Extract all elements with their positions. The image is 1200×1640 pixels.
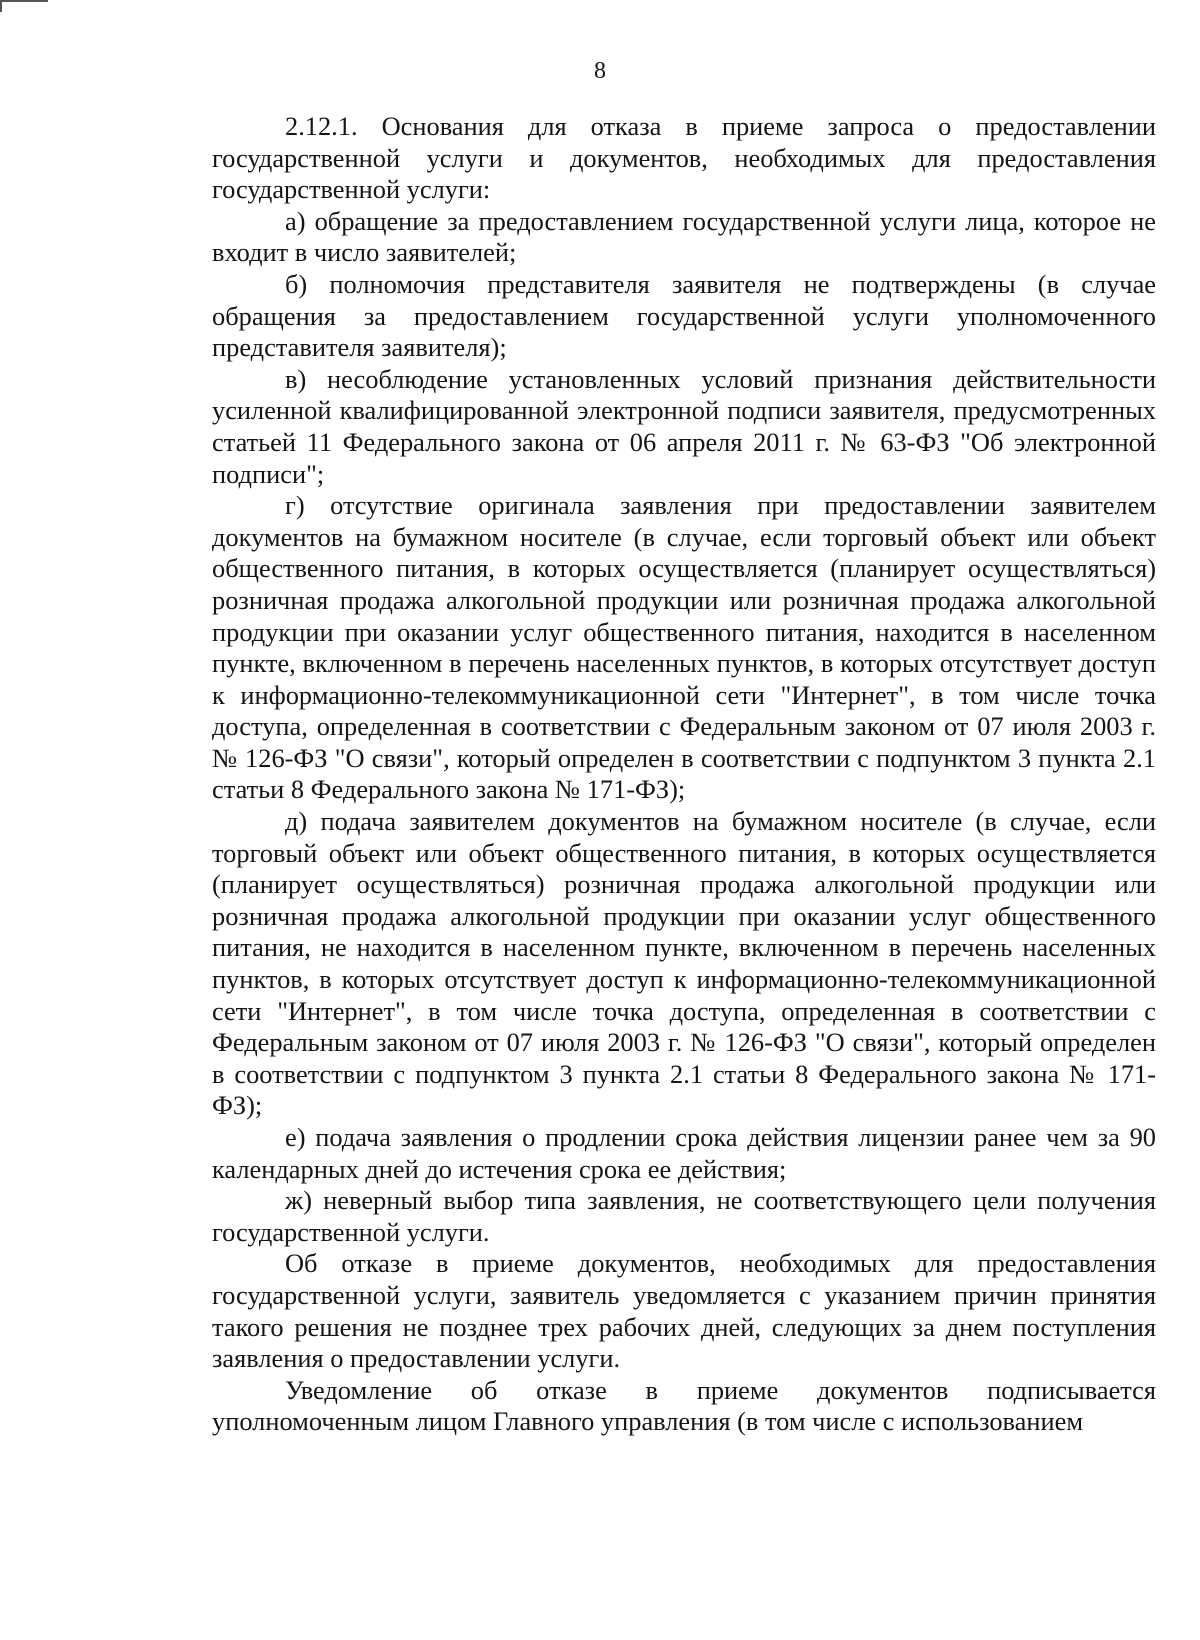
page-number: 8 <box>594 58 606 84</box>
paragraph-notification-signing: Уведомление об отказе в приеме документов подписывается уполномоченным лицом Главного управления (в том числе с использованием <box>212 1374 1156 1437</box>
scan-corner-mark <box>0 0 48 12</box>
paragraph-item-v: в) несоблюдение установленных условий признания действительности усиленной квалифицированной электронной подписи заявителя, предусмотренных статьей 11 Федерального закона от 06 апреля 2011 г. № 63-ФЗ "Об электронной подписи"; <box>212 363 1156 489</box>
paragraph-item-zh: ж) неверный выбор типа заявления, не соответствующего цели получения государственной услуги. <box>212 1185 1156 1247</box>
paragraph-refusal-notice: Об отказе в приеме документов, необходимых для предоставления государственной услуги, заявитель уведомляется с указанием причин принятия такого решения не позднее трех рабочих дней, следующих за днем поступления заявления о предоставлении услуги. <box>212 1248 1156 1374</box>
paragraph-2-12-1: 2.12.1. Основания для отказа в приеме запроса о предоставлении государственной услуги и документов, необходимых для предоставления государственной услуги: <box>212 111 1156 205</box>
paragraph-item-d: д) подача заявителем документов на бумажном носителе (в случае, если торговый объект или объект общественного питания, в которых осуществляется (планирует осуществляться) розничная продажа алкогольной продукции или розничная продажа алкогольной продукции при оказании услуг общественного питания, не находится в населенном пункте, включенном в перечень населенных пунктов, в которых отсутствует доступ к информационно-телекоммуникационной сети "Интернет", в том числе точка доступа, определенная в соответствии с Федеральным законом от 07 июля 2003 г. № 126-ФЗ "О связи", который определен в соответствии с подпунктом 3 пункта 2.1 статьи 8 Федерального закона № 171-ФЗ); <box>212 806 1156 1121</box>
paragraph-item-g: г) отсутствие оригинала заявления при предоставлении заявителем документов на бумажном носителе (в случае, если торговый объект или объект общественного питания, в которых осуществляется (планирует осуществляться) розничная продажа алкогольной продукции или розничная продажа алкогольной продукции при оказании услуг общественного питания, находится в населенном пункте, включенном в перечень населенных пунктов, в которых отсутствует доступ к информационно-телекоммуникационной сети "Интернет", в том числе точка доступа, определенная в соответствии с Федеральным законом от 07 июля 2003 г. № 126-ФЗ "О связи", который определен в соответствии с подпунктом 3 пункта 2.1 статьи 8 Федерального закона № 171-ФЗ); <box>212 490 1156 805</box>
paragraph-item-e: е) подача заявления о продлении срока действия лицензии ранее чем за 90 календарных дней до истечения срока ее действия; <box>212 1122 1156 1184</box>
paragraph-item-b: б) полномочия представителя заявителя не подтверждены (в случае обращения за предоставлением государственной услуги уполномоченного представителя заявителя); <box>212 268 1156 363</box>
paragraph-item-a: а) обращение за предоставлением государственной услуги лица, которое не входит в число заявителей; <box>212 205 1156 268</box>
document-body <box>212 111 1156 1438</box>
